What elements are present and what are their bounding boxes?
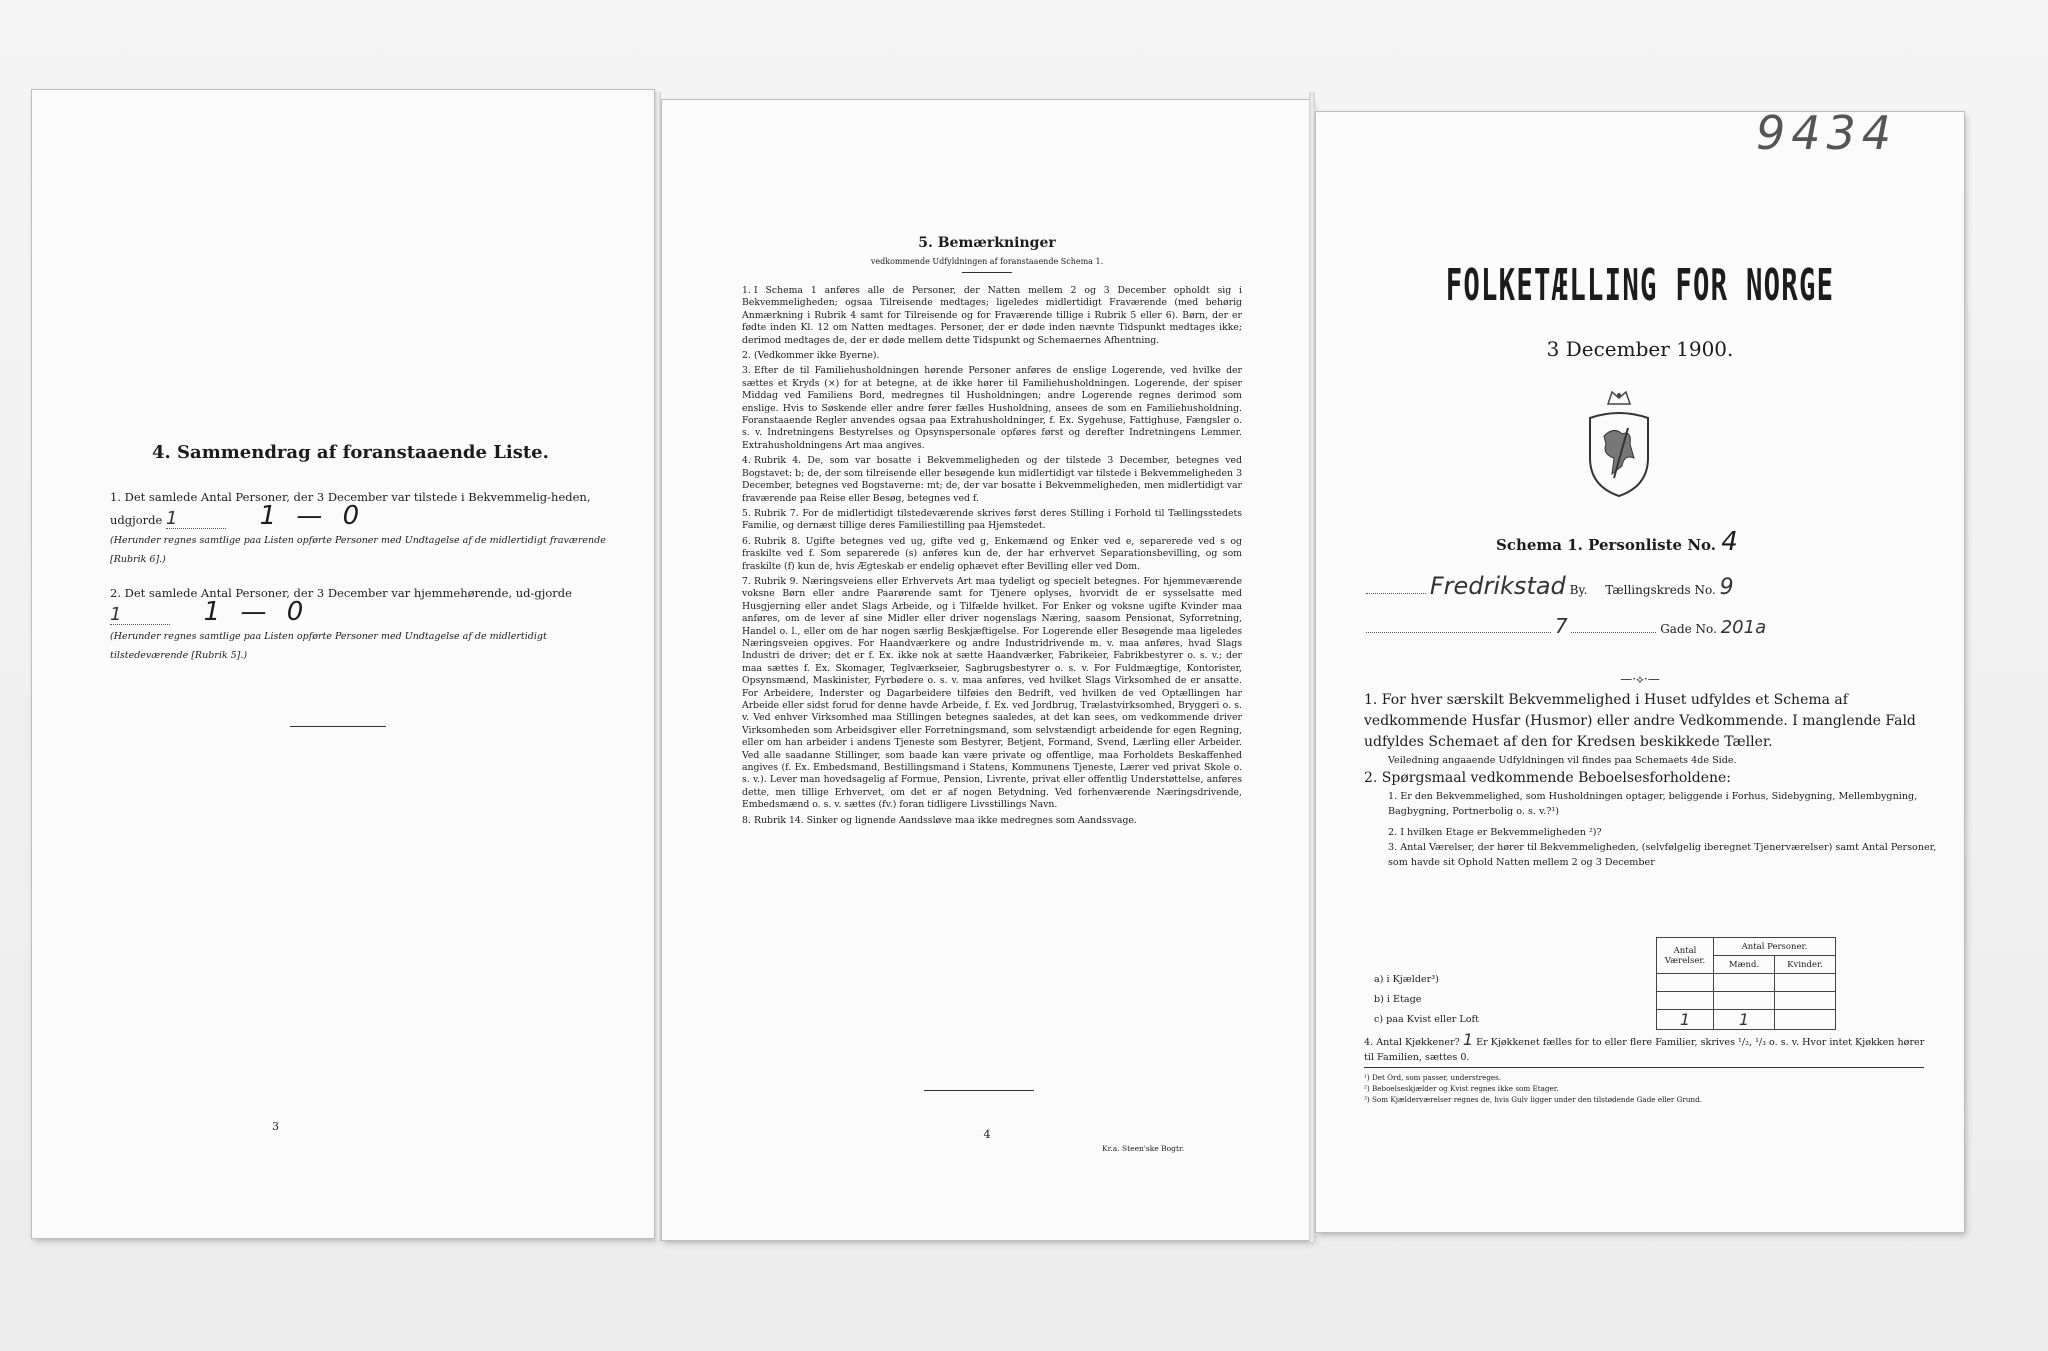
handwritten-list-number: 4 [1721, 527, 1738, 557]
handwritten-district-number: 9 [1719, 575, 1734, 600]
coat-of-arms-icon [1584, 388, 1654, 504]
footnote: ²) Beboelseskjælder og Kvist regnes ikke som Etager. [1364, 1084, 1559, 1093]
remark-item: 1. I Schema 1 anføres alle de Personer, der Natten mellem 2 og 3 December opholdt sig i Bekvemmeligheden; ogsaa Tilreisende medtages; ligeledes midlertidigt Fraværende (med behørig Anmærkning i Rubrik 4 samt for Tilreisende og for Fraværende tillige i Rubrik 5 eller 6). Børn, der er fødte inden Kl. 12 om Natten medtages. Personer, der er døde inden nævnte Tidspunkt medtages ikke; derimod medtages de, der er døde mellem dette Tidspunkt og Schemaernes Afhentning. [742, 285, 1242, 346]
instruction-1: 1. For hver særskilt Bekvemmelighed i Huset udfyldes et Schema af vedkommende Husfar (Husmor) eller andre Vedkommende. I manglende Fald udfyldes Schemaet af den for Kredsen beskikkede Tæller. [1364, 692, 1916, 750]
remark-item: 2. (Vedkommer ikke Byerne). [742, 350, 880, 362]
remarks-list [742, 285, 1242, 830]
row-attic: c) paa Kvist eller Loft [1374, 1014, 1479, 1025]
page-fold [1309, 92, 1315, 1242]
remark-item: 7. Rubrik 9. Næringsveiens eller Erhvervets Art maa tydeligt og specielt betegnes. For hjemmeværende voksne Børn eller andre Paarørende samt for Tjenere oplyses, hvorvidt de er sysselsatte med Husgjerning eller andet Slags Arbeide, og i Tilfælde hvilket. For Enker og voksne ugifte Kvinder maa anføres, om de lever af sine Midler eller driver nogenslags Næring, saasom Pensionat, Syforretning, Handel o. l., eller om de har nogen særlig Beskjæftigelse. For Logerende eller Besøgende maa ligeledes Næringsveien opgives. For Haandværkere og andre Industridrivende m. v. maa anføres, hvad Slags Industri de driver; det er f. Ex. ikke nok at sætte Haandværker, Fabrikeier, Fabrikbestyrer o. s. v.; der maa sættes f. Ex. Skomager, Teglværkseier, Sagbrugsbestyrer o. s. v. For Fuldmægtige, Kontorister, Opsynsmænd, Maskinister, Fyrbødere o. s. v. maa anføres, ved hvilket Slags Virksomhed de er ansatte. For Arbeidere, Inderster og Dagarbeidere tilføies den Bedrift, ved hvilken de ved Optællingen har Arbeide eller sidst forud for denne havde Arbeide, f. Ex. ved Jordbrug, Trælastvirksomhed, Bryggeri o. s. v. Ved enhver Virksomhed maa Stillingen betegnes saaledes, at det kan sees, om vedkommende driver Virksomheden som Arbeidsgiver eller Forretningsmand, som selvstændigt arbeidende for egen Regning, eller om han arbeider i andens Tjeneste som Bestyrer, Betjent, Formand, Svend, Lærling eller Arbeider. Ved alle saadanne Stillinger, som baade kan være private og offentlige, maa Forholdets Beskaffenhed angives (f. Ex. Embedsmand, Bestillingsmand i Statens, Kommunens Tjeneste, Lærer ved privat Skole o. s. v.). Lever man hovedsagelig af Formue, Pension, Livrente, privat eller offentlig Understøttelse, anføres dette, men tillige Erhvervet, om det er af nogen Betydning. Ved forhenværende Næringsdrivende, Embedsmænd o. s. v. sættes (fv.) foran tidligere Livsstillings Navn. [742, 575, 1242, 811]
header-persons: Antal Personer. [1714, 938, 1836, 956]
handwritten-count: 1 [166, 509, 226, 529]
instructions [1364, 690, 1944, 870]
remarks-heading: 5. Bemærkninger [918, 235, 1056, 251]
remark-item: 8. Rubrik 14. Sinker og lignende Aandssløve maa ikke medregnes som Aandssvage. [742, 814, 1137, 826]
census-date: 3 December 1900. [1546, 337, 1734, 361]
remark-item: 5. Rubrik 7. For de midlertidigt tilstedeværende skrives først deres Stilling i Forhold til Tællingsstedets Familie, og dernæst tillige deres Familiestilling paa Hjemstedet. [742, 507, 1242, 532]
instruction-2: 2. Spørgsmaal vedkommende Beboelsesforholdene: [1364, 770, 1732, 786]
remark-item: 3. Efter de til Familiehusholdningen hørende Personer anføres de enslige Logerende, ved hvilke der sættes et Kryds (×) for at betegne, at de ikke hører til Familiehusholdningen. Logerende, der spiser Middag ved Familiens Bord, medregnes til Husholdningen; andre Logerende regnes derimod som enslige. Hvis to Søskende eller andre fører fælles Husholdning, ansees de som en Familiehusholdning. Foranstaaende Regler anvendes ogsaa paa Extrahusholdninger, f. Ex. Sygehuse, Fattighuse, Fængsler o. s. v. Indretningens Bestyrelses og Opsynspersonale opføres først og derefter Indretningens Lemmer. Extrahusholdningens Art maa angives. [742, 365, 1242, 451]
printer-mark: Kr.a. Steen'ske Bogtr. [1102, 1144, 1185, 1153]
footnotes [1364, 1072, 1924, 1105]
middle-page [662, 100, 1312, 1240]
handwritten-value: 1 — 0 [259, 501, 366, 531]
divider-rule [924, 1090, 1034, 1091]
page-fold [655, 92, 661, 1242]
page-number: 3 [272, 1120, 279, 1133]
handwritten-kitchens: 1 [1462, 1030, 1474, 1049]
summary-heading: 4. Sammendrag af foranstaaende Liste. [152, 442, 549, 463]
remark-item: 4. Rubrik 4. De, som var bosatte i Bekvemmeligheden og der tilstede 3 December, betegnes ved Bogstavet: b; de, der som tilreisende eller besøgende kun midlertidigt var tilstede i Bekvemmeligheden 3 December, betegnes ved Bogstaverne: mt; de, der var bosatte i Bekvemmeligheden, men midlertidigt var fraværende paa Reise eller Besøg, betegnes ved f. [742, 455, 1242, 504]
item-note: (Herunder regnes samtlige paa Listen opførte Personer med Undtagelse af de midlertidigt tilstedeværende [Rubrik 5].) [110, 631, 547, 661]
question-3: 3. Antal Værelser, der hører til Bekvemmeligheden, (selvfølgelig iberegnet Tjenerværelser) samt Antal Personer, som havde sit Ophold Natten mellem 2 og 3 December [1388, 842, 1937, 868]
header-rooms: Antal Værelser. [1657, 938, 1714, 974]
divider-rule [290, 726, 386, 727]
ornament-divider: —·⟡·— [1620, 672, 1660, 686]
row-floor: b) i Etage [1374, 994, 1422, 1005]
remark-item: 6. Rubrik 8. Ugifte betegnes ved ug, gifte ved g, Enkemænd og Enker ved e, separerede ved s og fraskilte ved f. Som separerede (s) anføres kun de, der har erhvervet Separationsbevilling, og som fraskilte (f) kun de, hvis Ægteskab er endelig ophævet efter Bevilling eller ved Dom. [742, 535, 1242, 572]
header-women: Kvinder. [1775, 956, 1836, 974]
heading-rule [962, 272, 1012, 273]
footnote: ³) Som Kjælderværelser regnes de, hvis Gulv ligger under den tilstødende Gade eller Grund. [1364, 1095, 1702, 1104]
header-men: Mænd. [1714, 956, 1775, 974]
item-text: 2. Det samlede Antal Personer, der 3 December var hjemmehørende, ud-gjorde [110, 586, 572, 600]
question-2: 2. I hvilken Etage er Bekvemmeligheden ²)? [1388, 827, 1602, 838]
summary-item-present [110, 488, 610, 568]
archive-number: 9434 [1756, 106, 1898, 160]
street-line: 7 Gade No. 201a [1366, 614, 1926, 638]
handwritten-house-number: 201a [1720, 617, 1767, 638]
footnote: ¹) Det Ord, som passer, understreges. [1364, 1073, 1502, 1082]
census-title: FOLKETÆLLING FOR NORGE [1445, 260, 1835, 311]
handwritten-count: 1 [110, 605, 170, 625]
left-page [32, 90, 654, 1238]
question-1: 1. Er den Bekvemmelighed, som Husholdningen optager, beliggende i Forhus, Sidebygning, Mellembygning, Bagbygning, Portnerbolig o. s. v.?¹) [1388, 791, 1918, 817]
handwritten-men: 1 [1714, 1010, 1775, 1030]
floor-rows [1374, 970, 1674, 1030]
footnote-rule [1364, 1067, 1924, 1068]
item-text: 1. Det samlede Antal Personer, der 3 December var tilstede i Bekvemmelig-heden, udgjorde [110, 490, 591, 527]
handwritten-value: 1 — 0 [203, 597, 310, 627]
item-note: (Herunder regnes samtlige paa Listen opførte Personer med Undtagelse af de midlertidigt fraværende [Rubrik 6].) [110, 535, 606, 565]
schema-label: Schema 1. Personliste No. 4 [1496, 527, 1738, 557]
remarks-subheading: vedkommende Udfyldningen af foranstaaende Schema 1. [870, 257, 1104, 266]
question-4: 4. Antal Kjøkkener? 1 Er Kjøkkenet fælles for to eller flere Familier, skrives ¹/₂, ¹/₃ o. s. v. Hvor intet Kjøkken hører til Familien, sættes 0. [1364, 1030, 1925, 1063]
rooms-table [1656, 937, 1836, 1030]
right-page [1316, 106, 1964, 1232]
city-line: Fredrikstad By. Tællingskreds No. 9 [1366, 572, 1926, 600]
handwritten-street: 7 [1554, 614, 1568, 638]
summary-item-resident [110, 584, 610, 664]
handwritten-rooms: 1 [1657, 1010, 1714, 1030]
row-cellar: a) i Kjælder³) [1374, 974, 1439, 985]
summary-items [110, 488, 610, 680]
instruction-1-note: Veiledning angaaende Udfyldningen vil findes paa Schemaets 4de Side. [1388, 755, 1737, 766]
page-number: 4 [983, 1128, 991, 1141]
handwritten-city: Fredrikstad [1429, 572, 1566, 600]
